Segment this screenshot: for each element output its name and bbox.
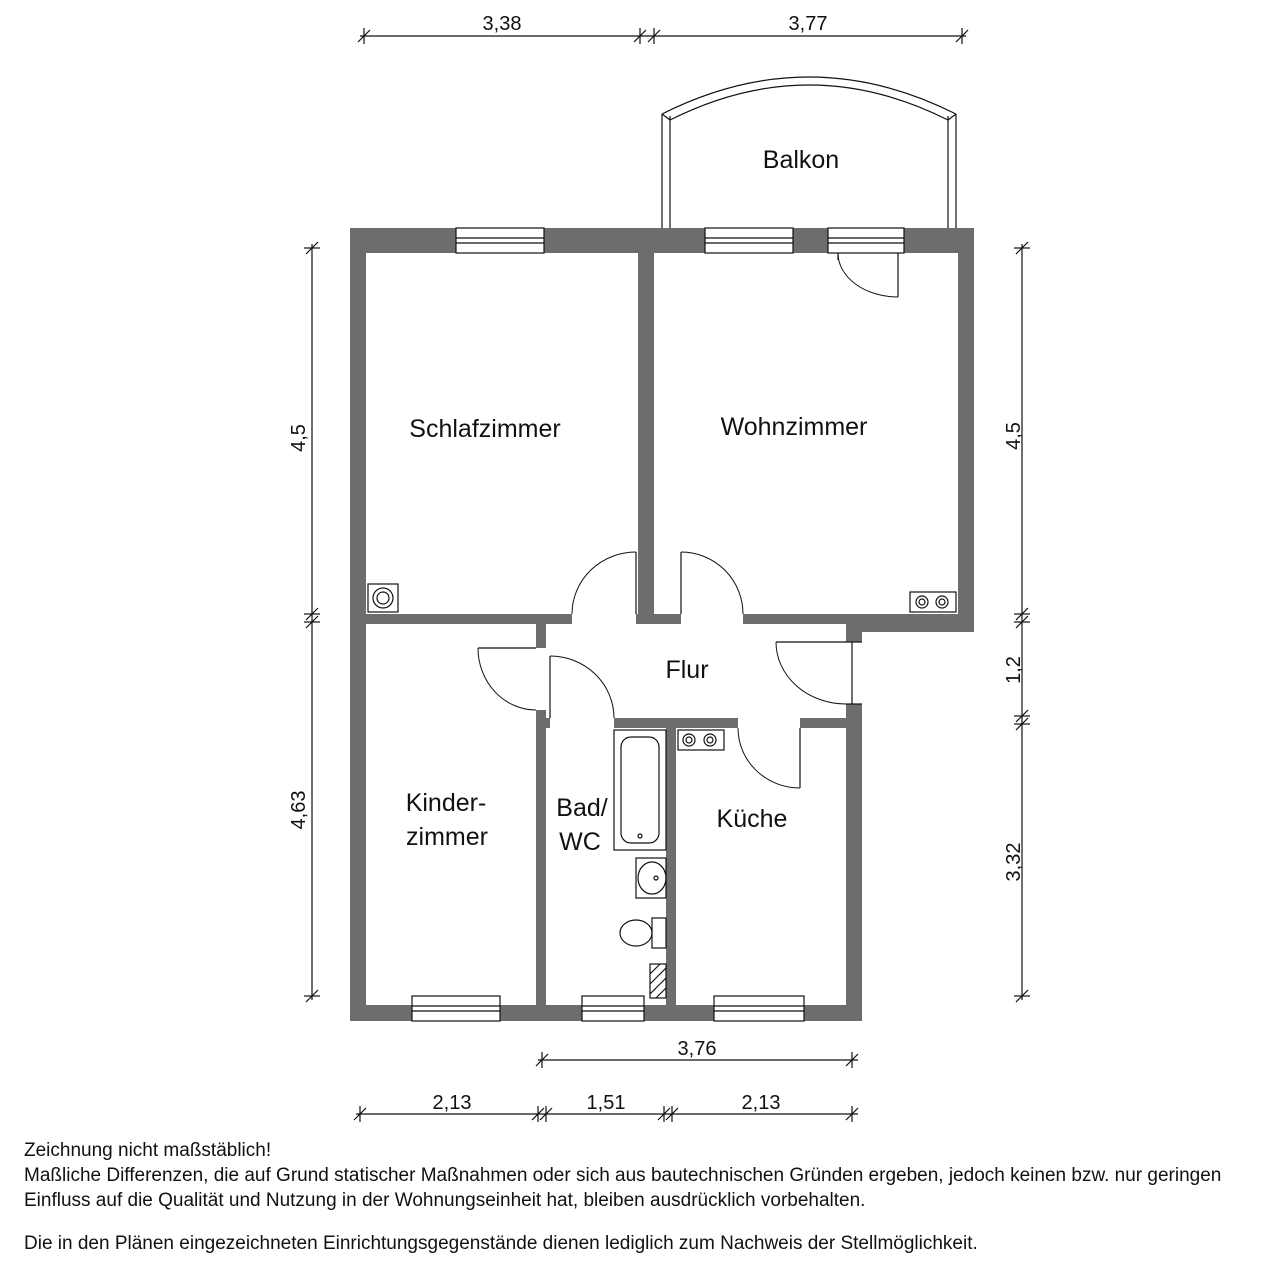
- window-schlafzimmer: [456, 228, 544, 253]
- bathtub: [614, 730, 666, 850]
- dim-right-middle: 1,2: [1003, 656, 1025, 684]
- plan-notes: [24, 1138, 1264, 1256]
- window-balkontuer: [828, 228, 904, 253]
- label-kueche: Küche: [716, 805, 788, 833]
- dim-right-upper: 4,5: [1003, 422, 1025, 450]
- dimension-lines: [288, 13, 1030, 1122]
- note-furniture: Die in den Plänen eingezeichneten Einrichtungsgegenstände dienen lediglich zum Nachweis der Stellmöglichkeit.: [24, 1233, 978, 1254]
- window-wohnzimmer: [705, 228, 793, 253]
- label-kinderzimmer-1: Kinder-: [405, 789, 487, 817]
- dim-bottom-middle: 1,51: [586, 1092, 626, 1114]
- label-bad-1: Bad/: [556, 794, 608, 822]
- dim-right-lower: 3,32: [1003, 842, 1025, 882]
- dim-bottom-left: 2,13: [432, 1092, 472, 1114]
- window-kinderzimmer: [412, 996, 500, 1021]
- door-kueche: [738, 728, 800, 788]
- dim-bottom-right: 2,13: [741, 1092, 781, 1114]
- dim-top-left: 3,38: [482, 13, 522, 35]
- window-bad: [582, 996, 644, 1021]
- shaft: [650, 964, 666, 998]
- label-kinderzimmer-2: zimmer: [406, 823, 488, 851]
- dim-top-right: 3,77: [788, 13, 828, 35]
- stove-wohnzimmer: [910, 592, 956, 612]
- dim-bottom-total: 3,76: [677, 1038, 717, 1060]
- label-schlafzimmer: Schlafzimmer: [409, 415, 561, 443]
- door-bad: [550, 656, 614, 718]
- label-balkon: Balkon: [762, 146, 840, 174]
- stove-kueche: [678, 730, 724, 750]
- door-balkon: [838, 253, 898, 297]
- dim-left-lower: 4,63: [288, 790, 310, 830]
- washbasin: [636, 858, 666, 898]
- dim-left-upper: 4,5: [288, 424, 310, 452]
- label-bad-2: WC: [559, 828, 601, 856]
- wall-schlaf-wohn: [638, 253, 654, 614]
- window-kueche: [714, 996, 804, 1021]
- note-differences: Maßliche Differenzen, die auf Grund statischer Maßnahmen oder sich aus bautechnischen Gründen ergeben, jedoch keinen bzw. nur geringen Einfluss auf die Qualität und Nutzung in der Wohnungseinheit hat, bleiben ausdrücklich vorbehalten.: [24, 1165, 1222, 1211]
- wall-bad-east: [666, 728, 676, 1005]
- outer-walls: [350, 228, 974, 1021]
- label-wohnzimmer: Wohnzimmer: [720, 413, 868, 441]
- note-scale: Zeichnung nicht maßstäblich!: [24, 1140, 272, 1161]
- door-wohnzimmer: [681, 552, 743, 614]
- heater-schlafzimmer: [368, 584, 398, 612]
- label-flur: Flur: [665, 656, 709, 684]
- door-schlafzimmer: [572, 552, 636, 614]
- walls: [350, 228, 974, 1021]
- door-kinderzimmer: [478, 648, 536, 710]
- toilet: [620, 918, 666, 948]
- windows: [412, 228, 904, 1021]
